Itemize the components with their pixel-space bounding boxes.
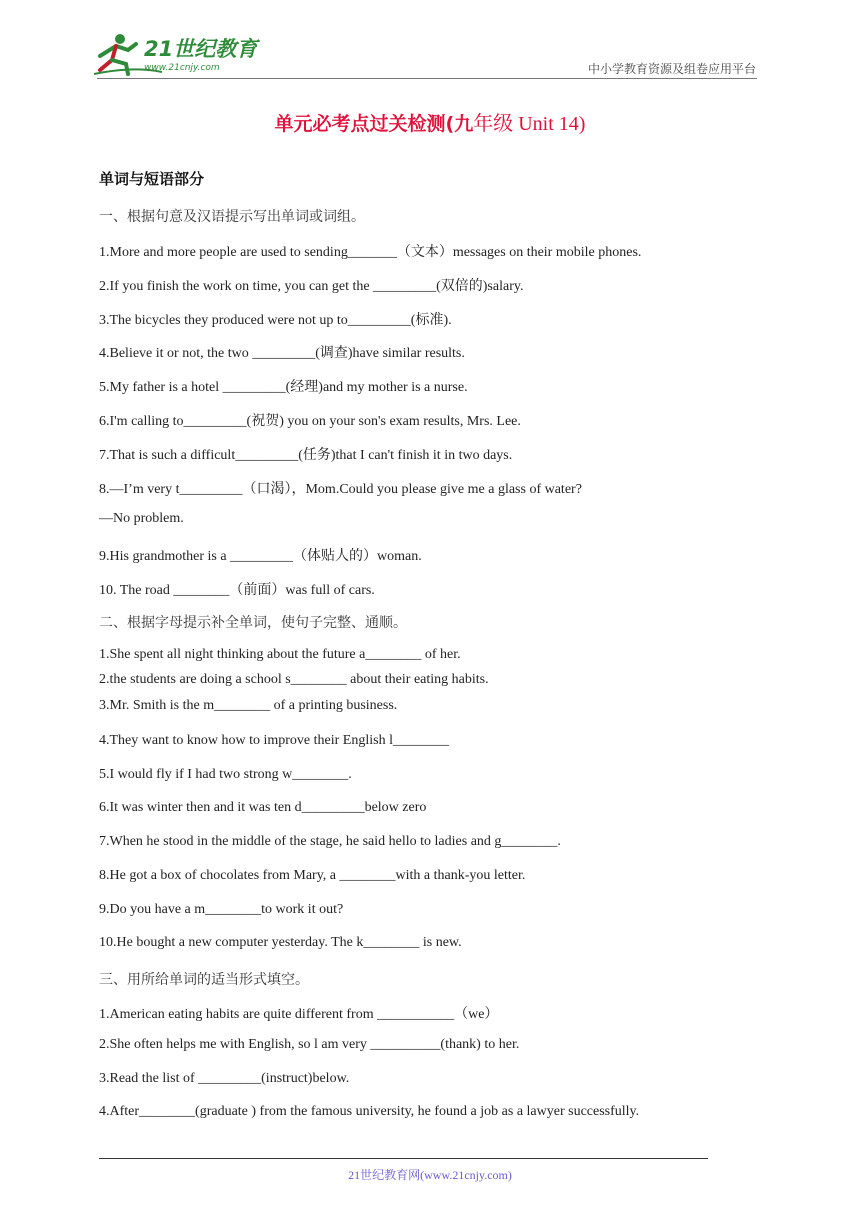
header-divider — [97, 78, 757, 79]
part2-item: 5.I would fly if I had two strong w________. — [99, 767, 352, 782]
title-rest: 年级 Unit 14) — [473, 113, 586, 135]
part2-item: 3.Mr. Smith is the m________ of a printing business. — [99, 698, 398, 713]
part2-item: 4.They want to know how to improve their English l________ — [99, 733, 449, 748]
part1-item: 2.If you finish the work on time, you can get the _________(双倍的)salary. — [99, 279, 524, 294]
part1-item: 8.—I’m very t_________（口渴），Mom.Could you please give me a glass of water? — [99, 482, 582, 497]
part1-item: 6.I'm calling to_________(祝贺) you on your son's exam results, Mrs. Lee. — [99, 414, 521, 429]
part3-item: 3.Read the list of _________(instruct)below. — [99, 1071, 350, 1086]
part1-item: 7.That is such a difficult_________(任务)that I can't finish it in two days. — [99, 448, 513, 463]
footer-divider — [99, 1158, 708, 1159]
part1-heading: 一、根据句意及汉语提示写出单词或词组。 — [99, 209, 365, 225]
part1-item: 4.Believe it or not, the two _________(调查)have similar results. — [99, 346, 465, 361]
document-title — [0, 107, 860, 136]
part1-item: 9.His grandmother is a _________（体贴人的）woman. — [99, 549, 422, 564]
part3-heading: 三、用所给单词的适当形式填空。 — [99, 972, 309, 988]
svg-text:21世纪教育: 21世纪教育 — [144, 37, 258, 61]
site-logo — [92, 30, 262, 78]
page-footer: 21世纪教育网(www.21cnjy.com) — [348, 1168, 512, 1182]
part2-item: 1.She spent all night thinking about the future a________ of her. — [99, 647, 461, 662]
platform-name: 中小学教育资源及组卷应用平台 — [587, 62, 756, 76]
part1-item: 10. The road ________（前面）was full of cars. — [99, 583, 375, 598]
part3-item: 2.She often helps me with English, so l am very __________(thank) to her. — [99, 1037, 520, 1052]
part2-item: 7.When he stood in the middle of the stage, he said hello to ladies and g________. — [99, 834, 561, 849]
part1-item: 1.More and more people are used to sending_______（文本）messages on their mobile phones. — [99, 245, 642, 260]
part2-item: 8.He got a box of chocolates from Mary, a ________with a thank-you letter. — [99, 868, 526, 883]
page-header — [0, 0, 860, 80]
title-cn: 单元必考点过关检测(九 — [274, 113, 474, 135]
part3-item: 1.American eating habits are quite different from ___________（we） — [99, 1007, 499, 1022]
part2-heading: 二、根据字母提示补全单词，使句子完整、通顺。 — [99, 615, 407, 631]
part2-item: 2.the students are doing a school s________ about their eating habits. — [99, 672, 489, 687]
runner-logo-icon — [92, 30, 262, 78]
part1-item: 5.My father is a hotel _________(经理)and my mother is a nurse. — [99, 380, 468, 395]
part2-item: 6.It was winter then and it was ten d_________below zero — [99, 800, 427, 815]
part3-item: 4.After________(graduate ) from the famous university, he found a job as a lawyer successfully. — [99, 1104, 640, 1119]
section-title: 单词与短语部分 — [99, 170, 205, 188]
part2-item: 9.Do you have a m________to work it out? — [99, 902, 344, 917]
part2-item: 10.He bought a new computer yesterday. The k________ is new. — [99, 935, 462, 950]
svg-text:www.21cnjy.com: www.21cnjy.com — [144, 63, 220, 73]
part1-item: —No problem. — [99, 511, 184, 526]
part1-item: 3.The bicycles they produced were not up to_________(标准). — [99, 313, 452, 328]
